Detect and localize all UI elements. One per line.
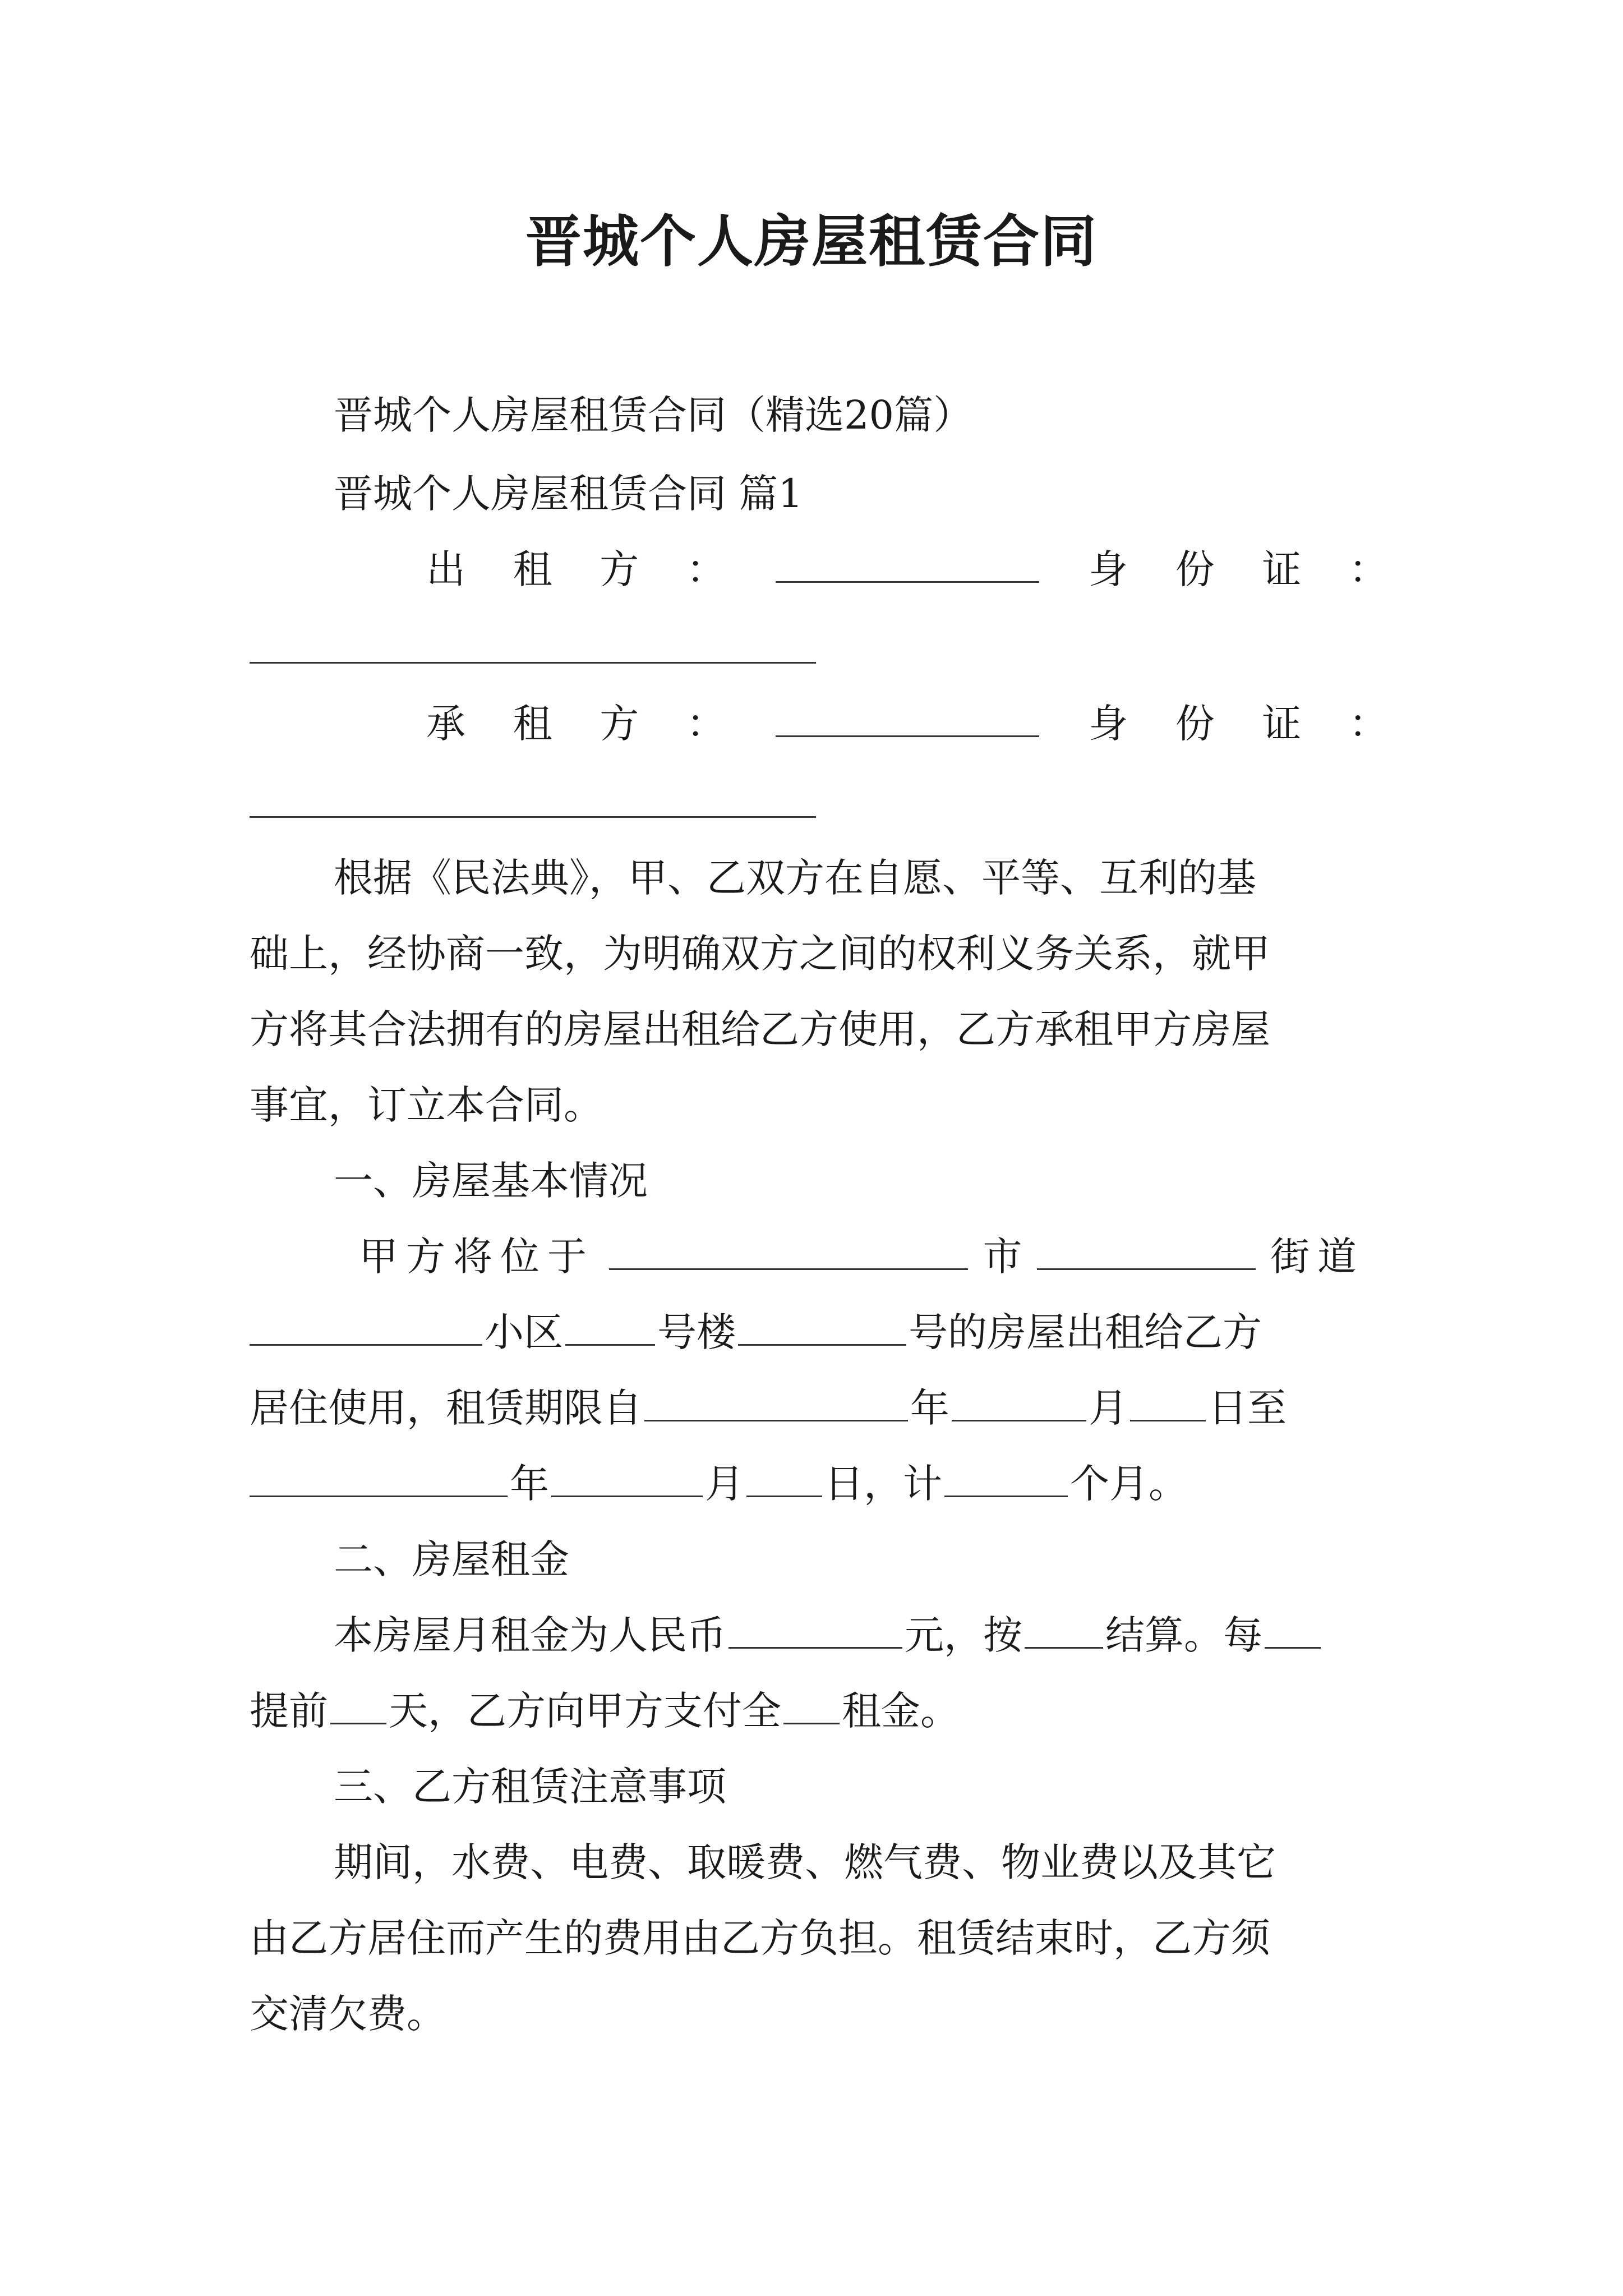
p1-line-3	[250, 1383, 1388, 1433]
section-3-heading: 三、乙方租赁注意事项	[334, 1764, 726, 1810]
p2-text: 结算。每	[1105, 1612, 1262, 1658]
id-label-char: 证	[1262, 701, 1302, 747]
lessor-id-blank[interactable]	[250, 662, 816, 664]
rent-period-blank[interactable]	[783, 1688, 840, 1724]
end-day-blank[interactable]	[746, 1461, 822, 1497]
p1-text: 月	[705, 1461, 744, 1507]
p3-line: 交清欠费。	[250, 1991, 446, 2037]
building-blank[interactable]	[738, 1309, 906, 1346]
p1-text: 月	[1089, 1385, 1128, 1431]
id-label-char: ：	[1349, 701, 1388, 747]
intro-line: 事宜，订立本合同。	[250, 1082, 603, 1128]
lessee-label-char: 租	[513, 701, 552, 747]
start-year-blank[interactable]	[644, 1385, 908, 1421]
lessor-row	[426, 544, 1388, 595]
lessor-label-char: 方	[600, 546, 639, 592]
period-blank[interactable]	[1265, 1612, 1321, 1649]
p1-text: 市	[983, 1234, 1022, 1280]
p1-text: 年	[510, 1461, 549, 1507]
end-year-blank[interactable]	[250, 1461, 508, 1497]
lessor-label-char: 出	[426, 546, 465, 592]
section-2-heading: 二、房屋租金	[334, 1536, 569, 1582]
lessee-label-char: ：	[686, 701, 726, 747]
intro-line: 根据《民法典》，甲、乙双方在自愿、平等、互利的基	[334, 855, 1256, 901]
lessee-label-char: 承	[426, 701, 465, 747]
lessee-label-char: 方	[600, 701, 639, 747]
street-blank[interactable]	[250, 1309, 482, 1346]
lessor-name-blank[interactable]	[776, 546, 1039, 583]
p1-text: 街道	[1270, 1234, 1365, 1280]
p2-line-2	[250, 1686, 1388, 1736]
settle-period-blank[interactable]	[1025, 1612, 1103, 1649]
p1-text: 甲方将位于	[359, 1234, 594, 1280]
document-title: 晋城个人房屋租赁合同	[525, 208, 1098, 274]
id-label-char: ：	[1349, 546, 1388, 592]
p2-text: 租金。	[842, 1688, 960, 1734]
p1-line-4	[250, 1458, 1388, 1509]
id-label-char: 份	[1175, 701, 1215, 747]
p2-text: 元，按	[905, 1612, 1022, 1658]
days-blank[interactable]	[330, 1688, 386, 1724]
p1-text: 小区	[485, 1309, 563, 1355]
lessee-name-blank[interactable]	[776, 701, 1039, 737]
start-month-blank[interactable]	[952, 1385, 1086, 1421]
p1-text: 日至	[1208, 1385, 1287, 1431]
intro-line: 础上，经协商一致，为明确双方之间的权利义务关系，就甲	[250, 931, 1270, 977]
p1-text: 居住使用，租赁期限自	[250, 1385, 642, 1431]
community-blank[interactable]	[565, 1309, 655, 1346]
p3-line: 期间，水费、电费、取暖费、燃气费、物业费以及其它	[334, 1839, 1276, 1885]
lessee-id-blank[interactable]	[250, 816, 816, 818]
section-heading: 晋城个人房屋租赁合同 篇1	[334, 471, 803, 517]
p1-line-2	[250, 1307, 1388, 1358]
p1-text: 个月。	[1070, 1461, 1188, 1507]
p1-text: 号楼	[657, 1309, 736, 1355]
p2-text: 本房屋月租金为人民币	[334, 1612, 726, 1658]
p3-line: 由乙方居住而产生的费用由乙方负担。租赁结束时，乙方须	[250, 1915, 1270, 1961]
p1-text: 年	[910, 1385, 949, 1431]
location-blank[interactable]	[609, 1234, 968, 1270]
lessor-label-char: 租	[513, 546, 552, 592]
p1-text: 号的房屋出租给乙方	[909, 1309, 1262, 1355]
city-blank[interactable]	[1037, 1234, 1256, 1270]
lessee-row	[426, 698, 1388, 749]
p1-line-1	[359, 1231, 1388, 1282]
section-1-heading: 一、房屋基本情况	[334, 1158, 648, 1204]
document-subtitle: 晋城个人房屋租赁合同（精选20篇）	[334, 392, 973, 438]
p2-line-1	[250, 1610, 1472, 1660]
id-label-char: 证	[1262, 546, 1302, 592]
end-month-blank[interactable]	[551, 1461, 703, 1497]
rent-amount-blank[interactable]	[728, 1612, 902, 1649]
id-label-char: 身	[1089, 546, 1128, 592]
intro-line: 方将其合法拥有的房屋出租给乙方使用，乙方承租甲方房屋	[250, 1006, 1270, 1052]
id-label-char: 份	[1175, 546, 1215, 592]
p2-text: 天，乙方向甲方支付全	[389, 1688, 781, 1734]
months-blank[interactable]	[944, 1461, 1068, 1497]
p1-text: 日，计	[824, 1461, 942, 1507]
start-day-blank[interactable]	[1130, 1385, 1206, 1421]
p2-text: 提前	[250, 1688, 328, 1734]
lessor-label-char: ：	[686, 546, 726, 592]
id-label-char: 身	[1089, 701, 1128, 747]
